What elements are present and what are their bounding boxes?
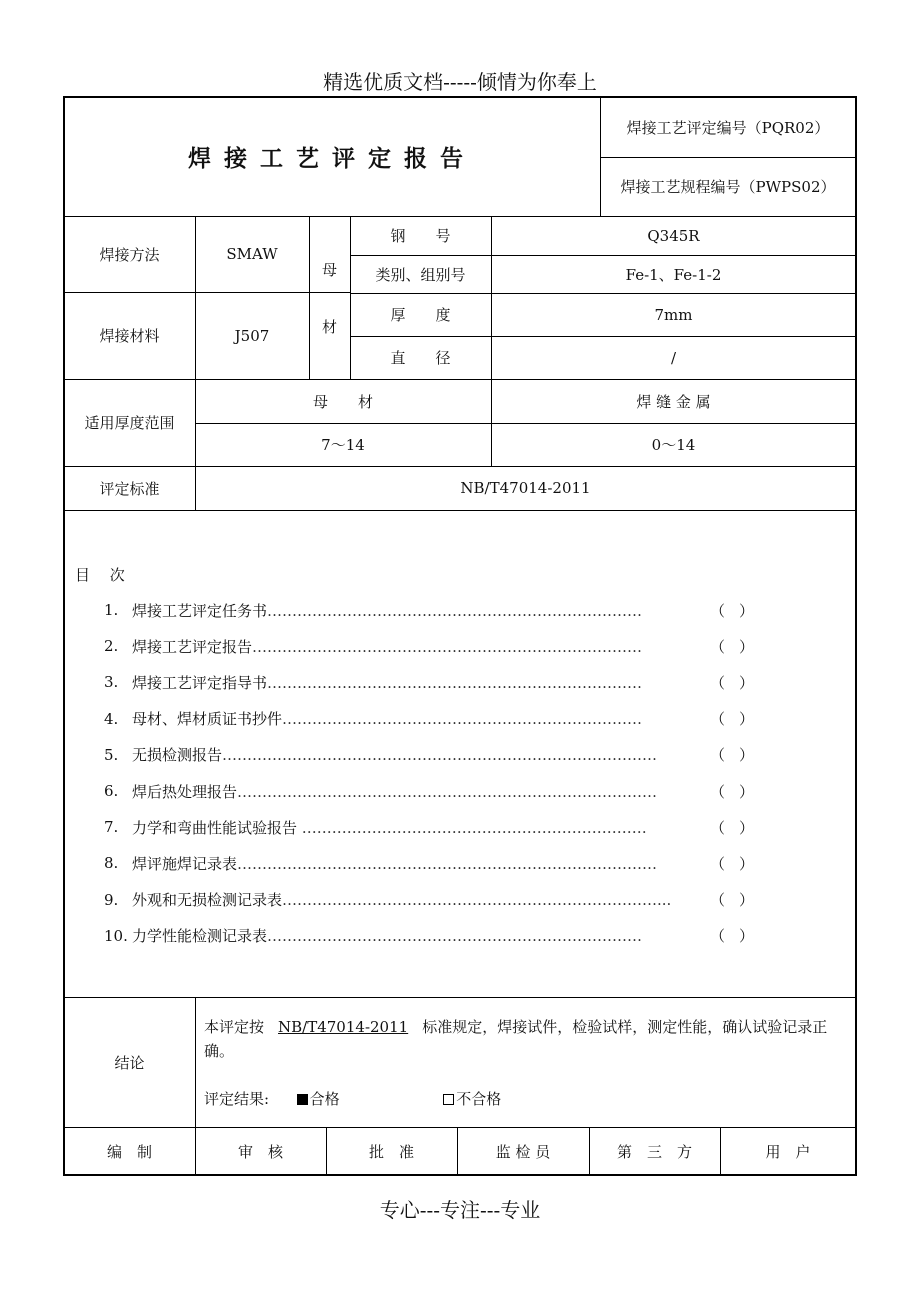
pass-checkbox[interactable]	[297, 1094, 308, 1105]
toc-item-page	[710, 781, 754, 802]
toc-paren-open: （	[710, 710, 726, 729]
toc-item	[104, 780, 754, 802]
toc-item	[104, 744, 754, 766]
conclusion-text	[204, 1015, 849, 1063]
toc-paren-open: （	[710, 891, 726, 910]
toc-paren-open: （	[710, 601, 726, 620]
toc-item-text: 焊接工艺评定任务书	[132, 601, 268, 620]
thickness-value: 7mm	[654, 305, 693, 324]
page-header: 精选优质文档-----倾情为你奉上	[323, 70, 597, 94]
range-base-value: 7～14	[321, 436, 365, 454]
toc-item-text: 焊接工艺评定报告	[132, 637, 253, 656]
conclusion-standard: NB/T47014-2011	[278, 1018, 409, 1036]
toc-item-number: 5.	[104, 745, 119, 764]
conclusion-prefix: 本评定按	[204, 1018, 265, 1036]
toc-item-page	[710, 925, 754, 946]
toc-item-text: 母材、焊材质证书抄件	[132, 710, 283, 729]
toc-paren-open: （	[710, 818, 726, 837]
signature-cell: 批 准	[368, 1142, 414, 1161]
toc-item-text: 无损检测报告	[132, 746, 223, 765]
toc-item-leader: ……………………………………………………………………………	[222, 746, 658, 765]
toc-item-number: 7.	[104, 818, 119, 837]
toc-item	[104, 635, 754, 657]
toc-paren-close: ）	[738, 891, 754, 910]
steel-value: Q345R	[647, 226, 700, 245]
toc-item	[104, 708, 754, 730]
toc-item-leader: …………………………………………………………………	[267, 673, 643, 692]
standard-label: 评定标准	[99, 479, 160, 498]
toc-item-page	[710, 817, 754, 838]
range-weld-value: 0～14	[651, 436, 696, 454]
toc-item	[104, 925, 754, 947]
rule	[64, 510, 856, 511]
conclusion-suffix: 标准规定，焊接试件，检验试样，测定性能，确认试验记录正确。	[204, 1018, 828, 1060]
fail-checkbox[interactable]	[443, 1094, 454, 1105]
toc-paren-open: （	[710, 746, 726, 765]
signature-cell: 用 户	[765, 1142, 811, 1161]
toc-paren-close: ）	[738, 782, 754, 801]
toc-item-text: 力学和弯曲性能试验报告	[132, 818, 298, 837]
toc-item-number: 6.	[104, 782, 119, 800]
toc-paren-close: ）	[738, 927, 754, 946]
diameter-label: 直 径	[390, 349, 451, 367]
toc-item-page	[710, 889, 754, 910]
toc-item-text: 外观和无损检测记录表	[132, 891, 283, 910]
toc-item-text: 焊接工艺评定指导书	[132, 673, 268, 692]
method-label: 焊接方法	[99, 245, 160, 264]
toc-paren-close: ）	[738, 710, 754, 729]
class-value: Fe-1、Fe-1-2	[625, 265, 722, 284]
toc-item-title	[132, 708, 704, 729]
toc-paren-close: ）	[738, 673, 754, 692]
toc-item-text: 焊后热处理报告	[132, 782, 238, 801]
toc-item-title	[132, 925, 704, 946]
material-label: 焊接材料	[99, 327, 160, 345]
toc-item-number: 4.	[104, 709, 119, 728]
toc-paren-open: （	[710, 927, 726, 946]
conclusion-label: 结论	[114, 1053, 145, 1072]
toc-item-number: 9.	[104, 890, 119, 909]
class-label: 类别、组别号	[375, 265, 466, 284]
toc-item	[104, 852, 754, 874]
thickness-label: 厚 度	[390, 306, 451, 324]
toc-paren-open: （	[710, 673, 726, 692]
signature-cell: 监 检 员	[495, 1142, 551, 1161]
pass-label: 合格	[309, 1090, 340, 1108]
toc-item-page	[710, 708, 754, 729]
toc-item-text: 焊评施焊记录表	[132, 854, 238, 873]
toc-item-title	[132, 781, 704, 802]
toc-item-leader: …………………………………………………………………………	[237, 854, 658, 873]
toc-item	[104, 599, 754, 621]
method-value: SMAW	[226, 245, 278, 263]
signature-cell: 编 制	[106, 1142, 152, 1161]
toc-item-title	[132, 600, 704, 621]
toc-item	[104, 816, 754, 838]
toc-item-leader: ………………………………………………………………	[282, 710, 643, 729]
pqr-number: 焊接工艺评定编号（PQR02）	[626, 118, 830, 137]
toc-item-title	[132, 672, 704, 693]
toc-heading: 目 次	[75, 566, 125, 584]
signature-cell: 审 核	[237, 1142, 283, 1161]
toc-item-number: 3.	[104, 673, 119, 692]
toc-item-leader: ……………………………………………………………………	[252, 637, 643, 656]
range-weld-label: 焊 缝 金 属	[636, 392, 711, 411]
toc-item	[104, 889, 754, 911]
report-title: 焊接工艺评定报告	[188, 145, 476, 172]
toc-item-page	[710, 744, 754, 765]
range-base-label: 母 材	[312, 392, 373, 411]
base-metal-vertical-label	[309, 216, 350, 379]
toc-item-leader: …………………………………………………………………	[267, 927, 643, 946]
toc-paren-close: ）	[738, 854, 754, 873]
toc-item	[104, 671, 754, 693]
toc-paren-open: （	[710, 782, 726, 801]
toc-item-title	[132, 636, 704, 657]
toc-item-title	[132, 889, 704, 910]
base-metal-char: 母	[321, 260, 337, 279]
toc-item-text: 力学性能检测记录表	[132, 927, 268, 946]
page-footer: 专心---专注---专业	[379, 1198, 541, 1222]
range-label: 适用厚度范围	[84, 414, 175, 432]
toc-item-number: 8.	[104, 854, 119, 873]
toc-item-leader: …………………………………………………………………………	[237, 782, 658, 801]
toc-paren-close: ）	[738, 637, 754, 656]
toc-item-title	[132, 744, 704, 765]
fail-label: 不合格	[456, 1090, 502, 1108]
toc-item-leader: …………………………………………………………………...	[282, 891, 672, 910]
standard-value: NB/T47014-2011	[460, 479, 591, 497]
base-metal-char: 材	[321, 317, 337, 336]
toc-item-number: 1.	[104, 601, 119, 619]
toc-paren-open: （	[710, 854, 726, 873]
steel-label: 钢 号	[390, 227, 451, 245]
toc-item-page	[710, 600, 754, 621]
result-line	[204, 1087, 849, 1111]
toc-paren-open: （	[710, 637, 726, 656]
toc-item-page	[710, 636, 754, 657]
toc-paren-close: ）	[738, 746, 754, 765]
toc-item-leader: …………………………………………………………………	[267, 601, 643, 620]
toc-paren-close: ）	[738, 818, 754, 837]
toc-paren-close: ）	[738, 601, 754, 620]
toc-item-title	[132, 853, 704, 874]
material-value: J507	[234, 326, 270, 345]
result-label: 评定结果:	[204, 1090, 270, 1108]
toc-item-number: 2.	[104, 637, 119, 656]
toc-item-leader: ……………………………………………………………	[297, 818, 647, 837]
toc-item-title	[132, 817, 704, 838]
toc-item-page	[710, 853, 754, 874]
toc-item-page	[710, 672, 754, 693]
toc-item-number: 10.	[104, 926, 128, 945]
signature-cell: 第 三 方	[616, 1142, 692, 1161]
diameter-value: /	[670, 348, 677, 367]
pwps-number: 焊接工艺规程编号（PWPS02）	[620, 178, 836, 196]
